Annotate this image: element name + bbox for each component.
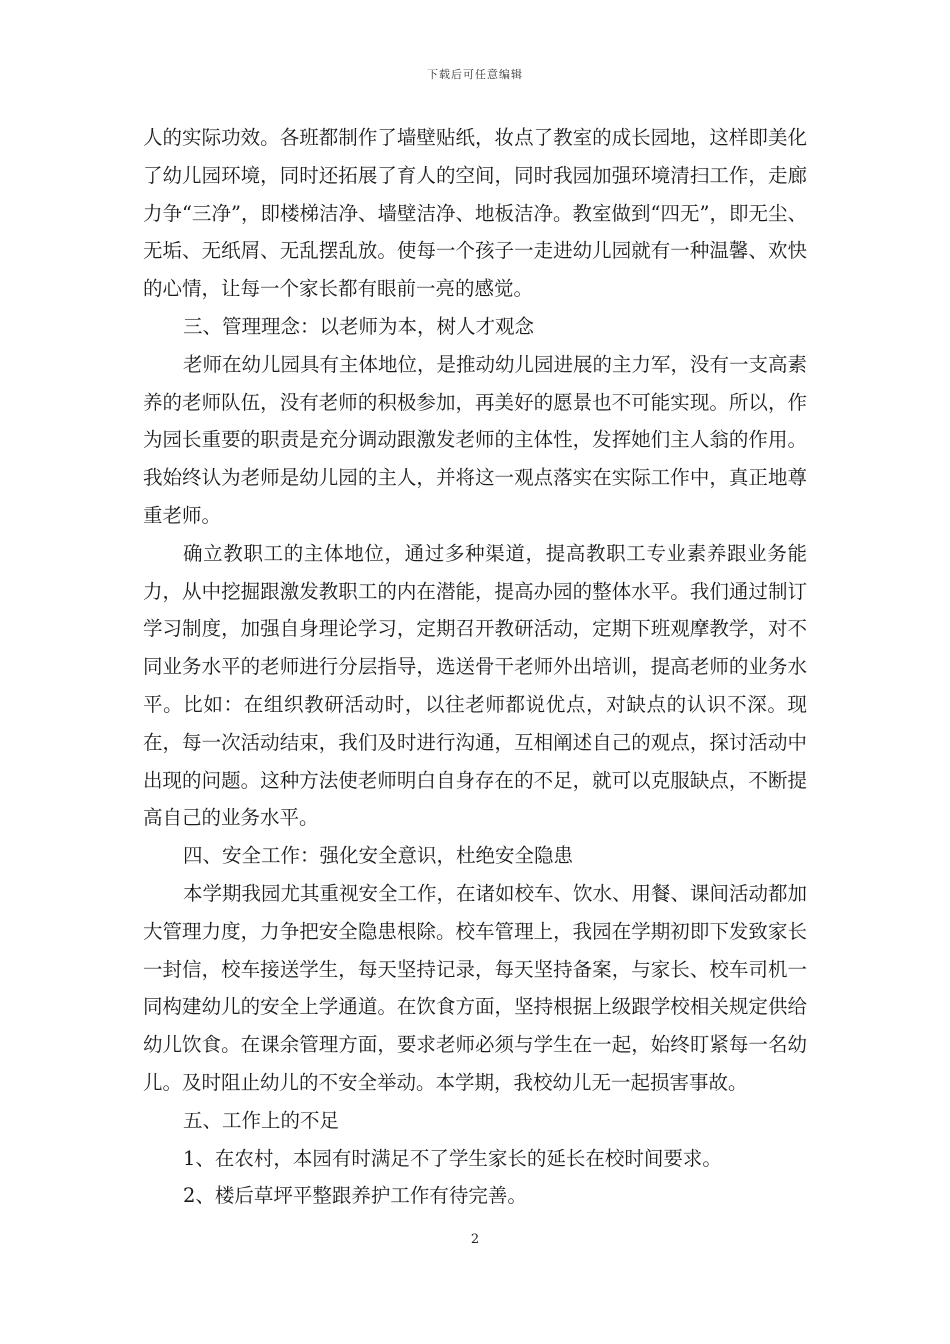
- list-item-shortcoming-1: 1、在农村，本园有时满足不了学生家长的延长在校时间要求。: [183, 1146, 722, 1170]
- document-body: [143, 119, 807, 1215]
- list-item-shortcoming-2: 2、楼后草坪平整跟养护工作有待完善。: [183, 1184, 527, 1208]
- paragraph-continuation: 人的实际功效。各班都制作了墙壁贴纸，妆点了教室的成长园地，这样即美化了幼儿园环境，同时还拓展了育人的空间，同时我园加强环境清扫工作，走廊力争“三净”，即楼梯洁净、墙壁洁净、地板洁净。教室做到“四无”，即无尘、无垢、无纸屑、无乱摆乱放。使每一个孩子一走进幼儿园就有一种温馨、欢快的心情，让每一个家长都有眼前一亮的感觉。: [143, 126, 807, 301]
- paragraph-safety-work: 本学期我园尤其重视安全工作，在诸如校车、饮水、用餐、课间活动都加大管理力度，力争把安全隐患根除。校车管理上，我园在学期初即下发致家长一封信，校车接送学生，每天坚持记录，每天坚持备案，与家长、校车司机一同构建幼儿的安全上学通道。在饮食方面，坚持根据上级跟学校相关规定供给幼儿饮食。在课余管理方面，要求老师必须与学生在一起，始终盯紧每一名幼儿。及时阻止幼儿的不安全举动。本学期，我校幼儿无一起损害事故。: [143, 881, 808, 1094]
- paragraph-staff-development: 确立教职工的主体地位，通过多种渠道，提高教职工专业素养跟业务能力，从中挖掘跟激发教职工的内在潜能，提高办园的整体水平。我们通过制订学习制度，加强自身理论学习，定期召开教研活动，定期下班观摩教学，对不同业务水平的老师进行分层指导，选送骨干老师外出培训，提高老师的业务水平。比如：在组织教研活动时，以往老师都说优点，对缺点的认识不深。现在，每一次活动结束，我们及时进行沟通，互相阐述自己的观点，探讨活动中出现的问题。这种方法使老师明白自身存在的不足，就可以克服缺点，不断提高自己的业务水平。: [143, 541, 807, 830]
- header-note: 下载后可任意编辑: [427, 68, 523, 81]
- section-heading-shortcomings: 五、工作上的不足: [183, 1108, 340, 1132]
- section-heading-management: 三、管理理念：以老师为本，树人才观念: [183, 314, 535, 338]
- section-heading-safety: 四、安全工作：强化安全意识，杜绝安全隐患: [183, 844, 574, 868]
- page-number: 2: [470, 1232, 480, 1247]
- paragraph-teacher-role: 老师在幼儿园具有主体地位，是推动幼儿园进展的主力军，没有一支高素养的老师队伍，没有老师的积极参加，再美好的愿景也不可能实现。所以，作为园长重要的职责是充分调动跟激发老师的主体性，发挥她们主人翁的作用。我始终认为老师是幼儿园的主人，并将这一观点落实在实际工作中，真正地尊重老师。: [143, 352, 808, 527]
